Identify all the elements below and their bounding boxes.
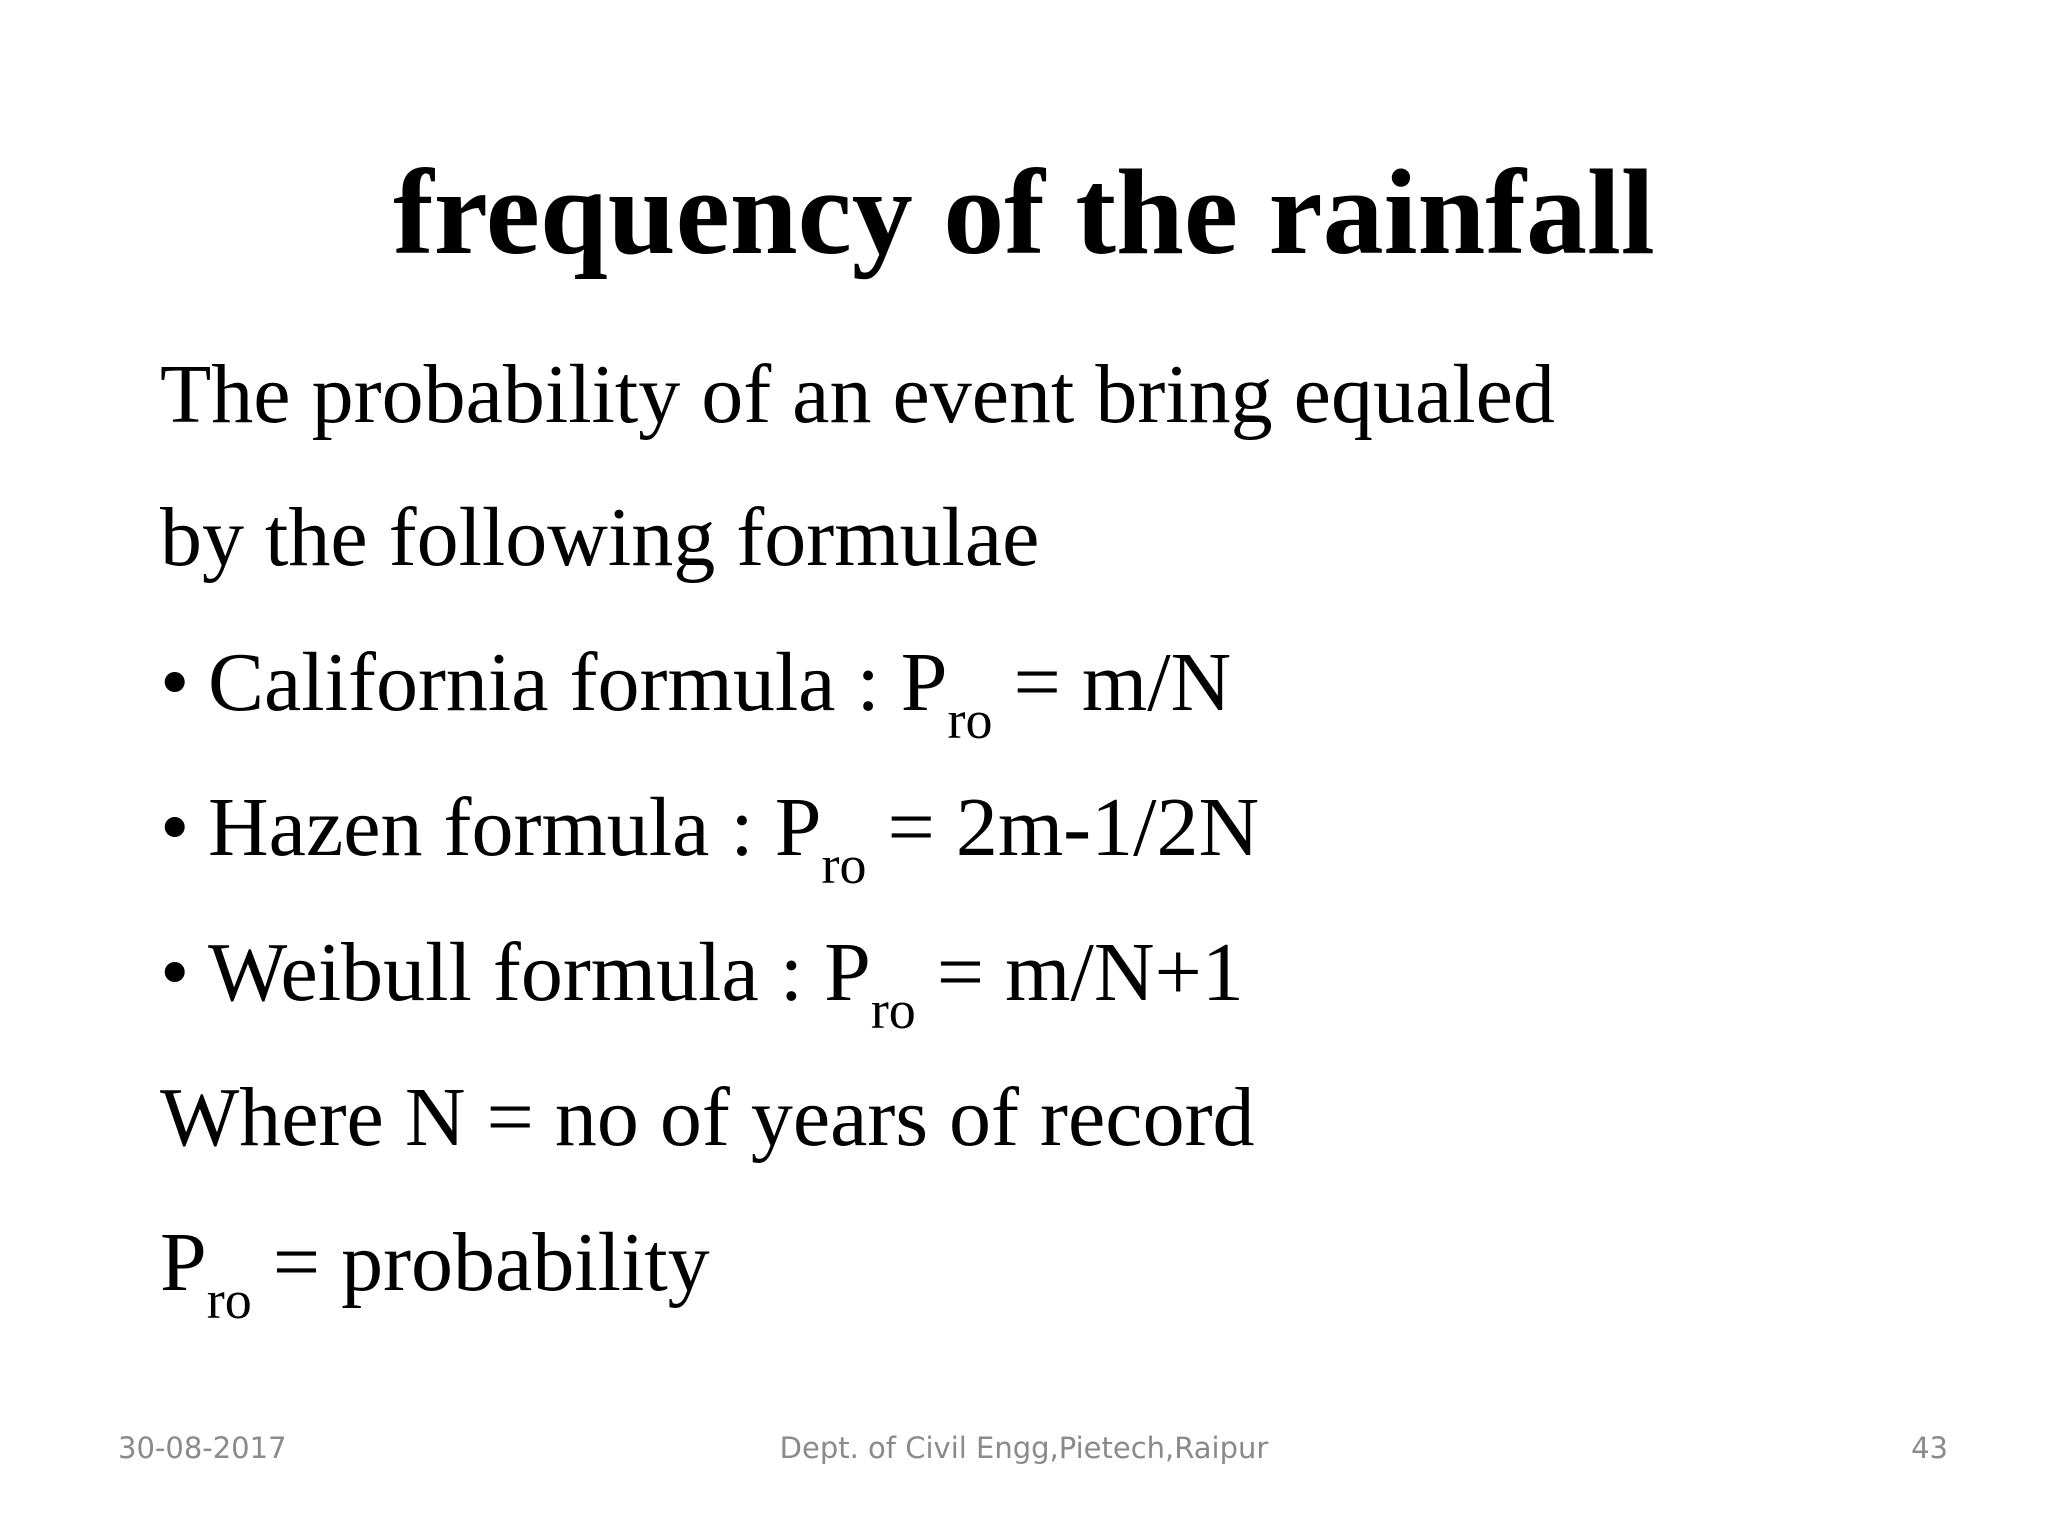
formula-expression: = m/N: [992, 636, 1232, 729]
definition-meaning: = probability: [251, 1216, 710, 1309]
formula-subscript: ro: [821, 835, 867, 895]
formula-expression: = 2m-1/2N: [866, 781, 1260, 874]
formula-subscript: ro: [947, 690, 993, 750]
formula-hazen: [160, 778, 1260, 895]
formula-name: Weibull formula : P: [208, 926, 871, 1019]
intro-line-2: by the following formulae: [160, 491, 1040, 584]
footer-date: 30-08-2017: [118, 1431, 287, 1465]
footer-department: Dept. of Civil Engg,Pietech,Raipur: [779, 1431, 1269, 1465]
footer-page-number: 43: [1911, 1431, 1948, 1465]
formula-california: [160, 633, 1232, 750]
formula-subscript: ro: [870, 980, 916, 1040]
formula-expression: = m/N+1: [915, 926, 1244, 1019]
bullet-glyph: •: [160, 636, 190, 729]
bullet-glyph: •: [160, 781, 190, 874]
formula-name: California formula : P: [208, 636, 948, 729]
bullet-glyph: •: [160, 926, 190, 1019]
intro-line-1: The probability of an event bring equaled: [160, 348, 1555, 441]
formula-weibull: [160, 923, 1244, 1040]
where-line: Where N = no of years of record: [160, 1071, 1255, 1164]
definition-subscript: ro: [206, 1270, 252, 1330]
slide-title: frequency of the rainfall: [393, 145, 1655, 280]
definition-symbol: P: [160, 1216, 207, 1309]
formula-name: Hazen formula : P: [208, 781, 822, 874]
definition-line: [160, 1213, 710, 1330]
